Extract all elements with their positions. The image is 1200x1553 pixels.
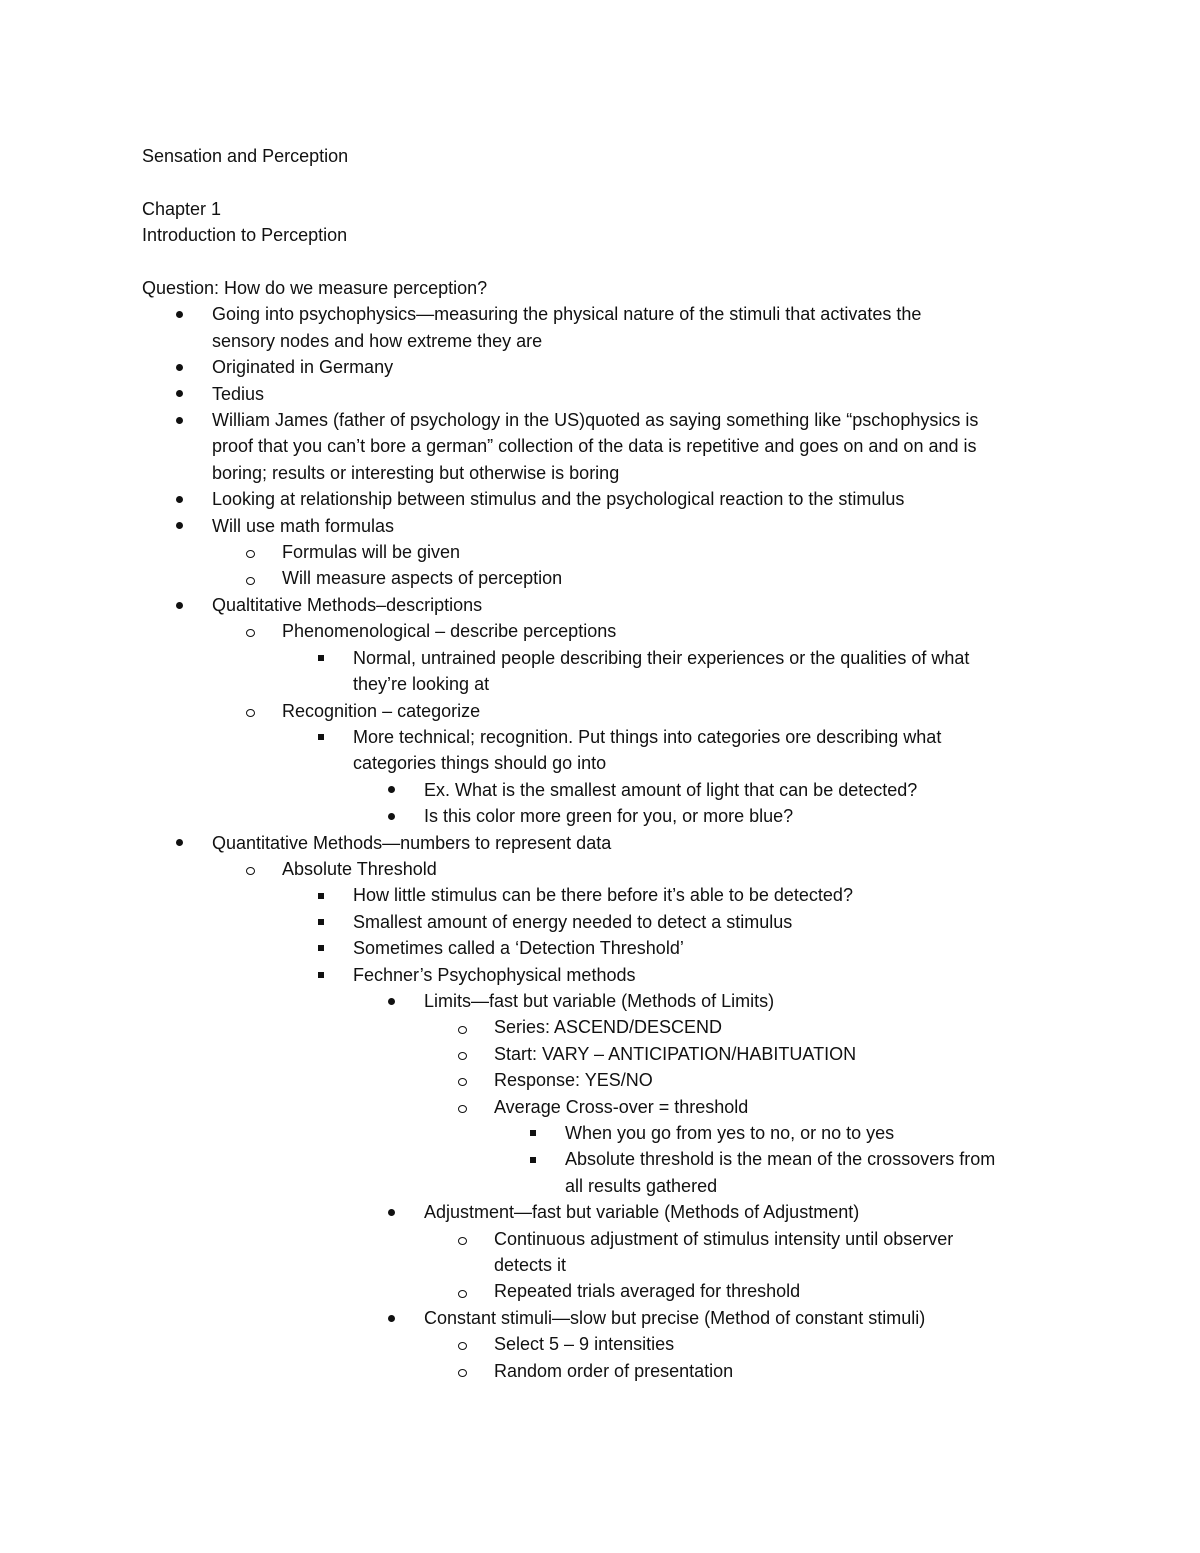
list-marker <box>453 1094 471 1120</box>
list-marker <box>453 1331 471 1357</box>
outline-list <box>142 301 1072 1384</box>
list-item-text: Random order of presentation <box>494 1360 734 1381</box>
list-item-continuation <box>142 671 1072 697</box>
list-marker <box>382 988 400 1014</box>
blank-line <box>142 249 1072 275</box>
list-item <box>142 1358 1072 1384</box>
list-item <box>142 777 1072 803</box>
list-item <box>142 539 1072 565</box>
list-marker <box>453 1067 471 1093</box>
list-item <box>142 301 1072 327</box>
list-item-text: Fechner’s Psychophysical methods <box>353 964 636 985</box>
list-marker <box>453 1278 471 1304</box>
list-marker <box>170 354 188 380</box>
hollow-bullet-icon <box>458 1078 467 1086</box>
list-item <box>142 882 1072 908</box>
square-bullet-icon <box>318 655 324 661</box>
list-marker <box>382 777 400 803</box>
bullet-icon <box>176 522 183 529</box>
hollow-bullet-icon <box>458 1369 467 1377</box>
square-bullet-icon <box>530 1130 536 1136</box>
list-item-text: Repeated trials averaged for threshold <box>494 1281 801 1302</box>
hollow-bullet-icon <box>246 629 255 637</box>
list-item-text: they’re looking at <box>353 674 490 695</box>
list-item <box>142 1014 1072 1040</box>
list-item <box>142 909 1072 935</box>
list-marker <box>524 1120 542 1146</box>
bullet-icon <box>388 1315 395 1322</box>
square-bullet-icon <box>318 919 324 925</box>
list-item-text: Start: VARY – ANTICIPATION/HABITUATION <box>494 1043 857 1064</box>
hollow-bullet-icon <box>246 577 255 585</box>
list-item-text: Phenomenological – describe perceptions <box>282 621 617 642</box>
list-item-continuation <box>142 1252 1072 1278</box>
list-marker <box>170 513 188 539</box>
list-marker <box>312 724 330 750</box>
list-item-continuation <box>142 460 1072 486</box>
list-item <box>142 935 1072 961</box>
list-marker <box>524 1146 542 1172</box>
list-item <box>142 1199 1072 1225</box>
list-marker <box>312 882 330 908</box>
bullet-icon <box>176 602 183 609</box>
list-marker <box>382 1305 400 1331</box>
list-item <box>142 698 1072 724</box>
list-item-text: Ex. What is the smallest amount of light that can be detected? <box>424 779 918 800</box>
square-bullet-icon <box>318 945 324 951</box>
list-marker <box>382 803 400 829</box>
list-item-text: Going into psychophysics—measuring the physical nature of the stimuli that activates the <box>212 304 922 325</box>
list-item <box>142 381 1072 407</box>
list-marker <box>170 381 188 407</box>
list-item-text: Is this color more green for you, or more blue? <box>424 806 794 827</box>
bullet-icon <box>176 311 183 318</box>
list-item-text: Normal, untrained people describing their experiences or the qualities of what <box>353 647 970 668</box>
list-marker <box>241 565 259 591</box>
bullet-icon <box>176 417 183 424</box>
list-item <box>142 1067 1072 1093</box>
chapter-label: Chapter 1 <box>142 198 222 219</box>
list-item <box>142 354 1072 380</box>
list-item <box>142 1331 1072 1357</box>
list-item-text: Select 5 – 9 intensities <box>494 1334 675 1355</box>
list-item-text: sensory nodes and how extreme they are <box>212 330 543 351</box>
list-marker <box>382 1199 400 1225</box>
list-marker <box>170 830 188 856</box>
list-item-text: Average Cross-over = threshold <box>494 1096 749 1117</box>
list-item <box>142 1041 1072 1067</box>
hollow-bullet-icon <box>246 867 255 875</box>
list-item-continuation <box>142 433 1072 459</box>
list-item-text: How little stimulus can be there before it’s able to be detected? <box>353 885 853 906</box>
list-item <box>142 988 1072 1014</box>
list-item-text: When you go from yes to no, or no to yes <box>565 1123 895 1143</box>
list-item-text: Continuous adjustment of stimulus intensity until observer <box>494 1228 954 1249</box>
list-item-text: Will measure aspects of perception <box>282 568 563 589</box>
list-marker <box>170 301 188 327</box>
list-marker <box>241 698 259 724</box>
hollow-bullet-icon <box>458 1105 467 1113</box>
list-item-text: Looking at relationship between stimulus and the psychological reaction to the stimulus <box>212 489 905 510</box>
hollow-bullet-icon <box>458 1342 467 1350</box>
list-marker <box>241 856 259 882</box>
square-bullet-icon <box>318 972 324 978</box>
list-item <box>142 1146 1072 1172</box>
list-item-text: Adjustment—fast but variable (Methods of Adjustment) <box>424 1202 860 1223</box>
list-item <box>142 618 1072 644</box>
list-item-text: Originated in Germany <box>212 357 394 378</box>
square-bullet-icon <box>318 734 324 740</box>
list-item <box>142 1226 1072 1252</box>
document-title: Sensation and Perception <box>142 146 349 166</box>
list-item-text: all results gathered <box>565 1175 718 1196</box>
hollow-bullet-icon <box>458 1237 467 1245</box>
list-marker <box>453 1226 471 1252</box>
list-marker <box>453 1041 471 1067</box>
bullet-icon <box>176 364 183 371</box>
list-marker <box>170 592 188 618</box>
list-item-text: Constant stimuli—slow but precise (Method of constant stimuli) <box>424 1307 926 1328</box>
list-item-text: Will use math formulas <box>212 515 395 536</box>
square-bullet-icon <box>318 893 324 899</box>
list-item <box>142 407 1072 433</box>
list-item <box>142 645 1072 671</box>
bullet-icon <box>388 786 395 793</box>
list-item-text: William James (father of psychology in the US)quoted as saying something like “pschophysics is <box>212 410 979 431</box>
bullet-icon <box>388 813 395 820</box>
list-item-text: Series: ASCEND/DESCEND <box>494 1017 723 1038</box>
list-item <box>142 1094 1072 1120</box>
list-item-text: categories things should go into <box>353 753 607 774</box>
list-item <box>142 830 1072 856</box>
bullet-icon <box>176 390 183 397</box>
hollow-bullet-icon <box>246 709 255 717</box>
document-body <box>142 143 1072 1384</box>
list-item-text: Tedius <box>212 383 265 404</box>
list-item <box>142 1305 1072 1331</box>
list-item-text: Absolute threshold is the mean of the crossovers from <box>565 1149 996 1170</box>
list-marker <box>453 1014 471 1040</box>
list-item <box>142 1278 1072 1304</box>
bullet-icon <box>176 839 183 846</box>
list-marker <box>312 909 330 935</box>
list-item-text: Response: YES/NO <box>494 1070 653 1091</box>
list-item-text: Smallest amount of energy needed to detect a stimulus <box>353 911 793 932</box>
blank-line <box>142 169 1072 195</box>
question-line: Question: How do we measure perception? <box>142 278 488 298</box>
hollow-bullet-icon <box>246 550 255 558</box>
list-item <box>142 1120 1072 1146</box>
list-item-text: Formulas will be given <box>282 542 461 563</box>
list-item <box>142 592 1072 618</box>
list-item <box>142 565 1072 591</box>
list-marker <box>453 1358 471 1384</box>
list-item-text: Recognition – categorize <box>282 700 481 721</box>
list-item-text: proof that you can’t bore a german” collection of the data is repetitive and goes on and on and is <box>212 436 977 457</box>
list-item-text: boring; results or interesting but otherwise is boring <box>212 462 620 483</box>
list-item-text: Qualtitative Methods–descriptions <box>212 594 483 615</box>
list-item-text: detects it <box>494 1255 567 1276</box>
list-item <box>142 962 1072 988</box>
list-marker <box>170 486 188 512</box>
hollow-bullet-icon <box>458 1290 467 1298</box>
list-marker <box>241 539 259 565</box>
list-item-continuation <box>142 750 1072 776</box>
hollow-bullet-icon <box>458 1052 467 1060</box>
bullet-icon <box>388 1209 395 1216</box>
list-item-text: Absolute Threshold <box>282 858 437 879</box>
list-item-text: Quantitative Methods—numbers to represent data <box>212 832 612 853</box>
list-marker <box>241 618 259 644</box>
list-item-continuation <box>142 1173 1072 1199</box>
chapter-title: Introduction to Perception <box>142 225 348 246</box>
list-item <box>142 856 1072 882</box>
list-item-text: Limits—fast but variable (Methods of Limits) <box>424 990 775 1011</box>
list-marker <box>312 935 330 961</box>
list-item-text: More technical; recognition. Put things into categories ore describing what <box>353 726 942 747</box>
list-item <box>142 724 1072 750</box>
hollow-bullet-icon <box>458 1026 467 1034</box>
square-bullet-icon <box>530 1157 536 1163</box>
list-item <box>142 803 1072 829</box>
bullet-icon <box>176 496 183 503</box>
list-marker <box>312 645 330 671</box>
list-item <box>142 486 1072 512</box>
list-marker <box>312 962 330 988</box>
list-marker <box>170 407 188 433</box>
list-item <box>142 513 1072 539</box>
list-item-text: Sometimes called a ‘Detection Threshold’ <box>353 938 684 959</box>
list-item-continuation <box>142 328 1072 354</box>
bullet-icon <box>388 998 395 1005</box>
